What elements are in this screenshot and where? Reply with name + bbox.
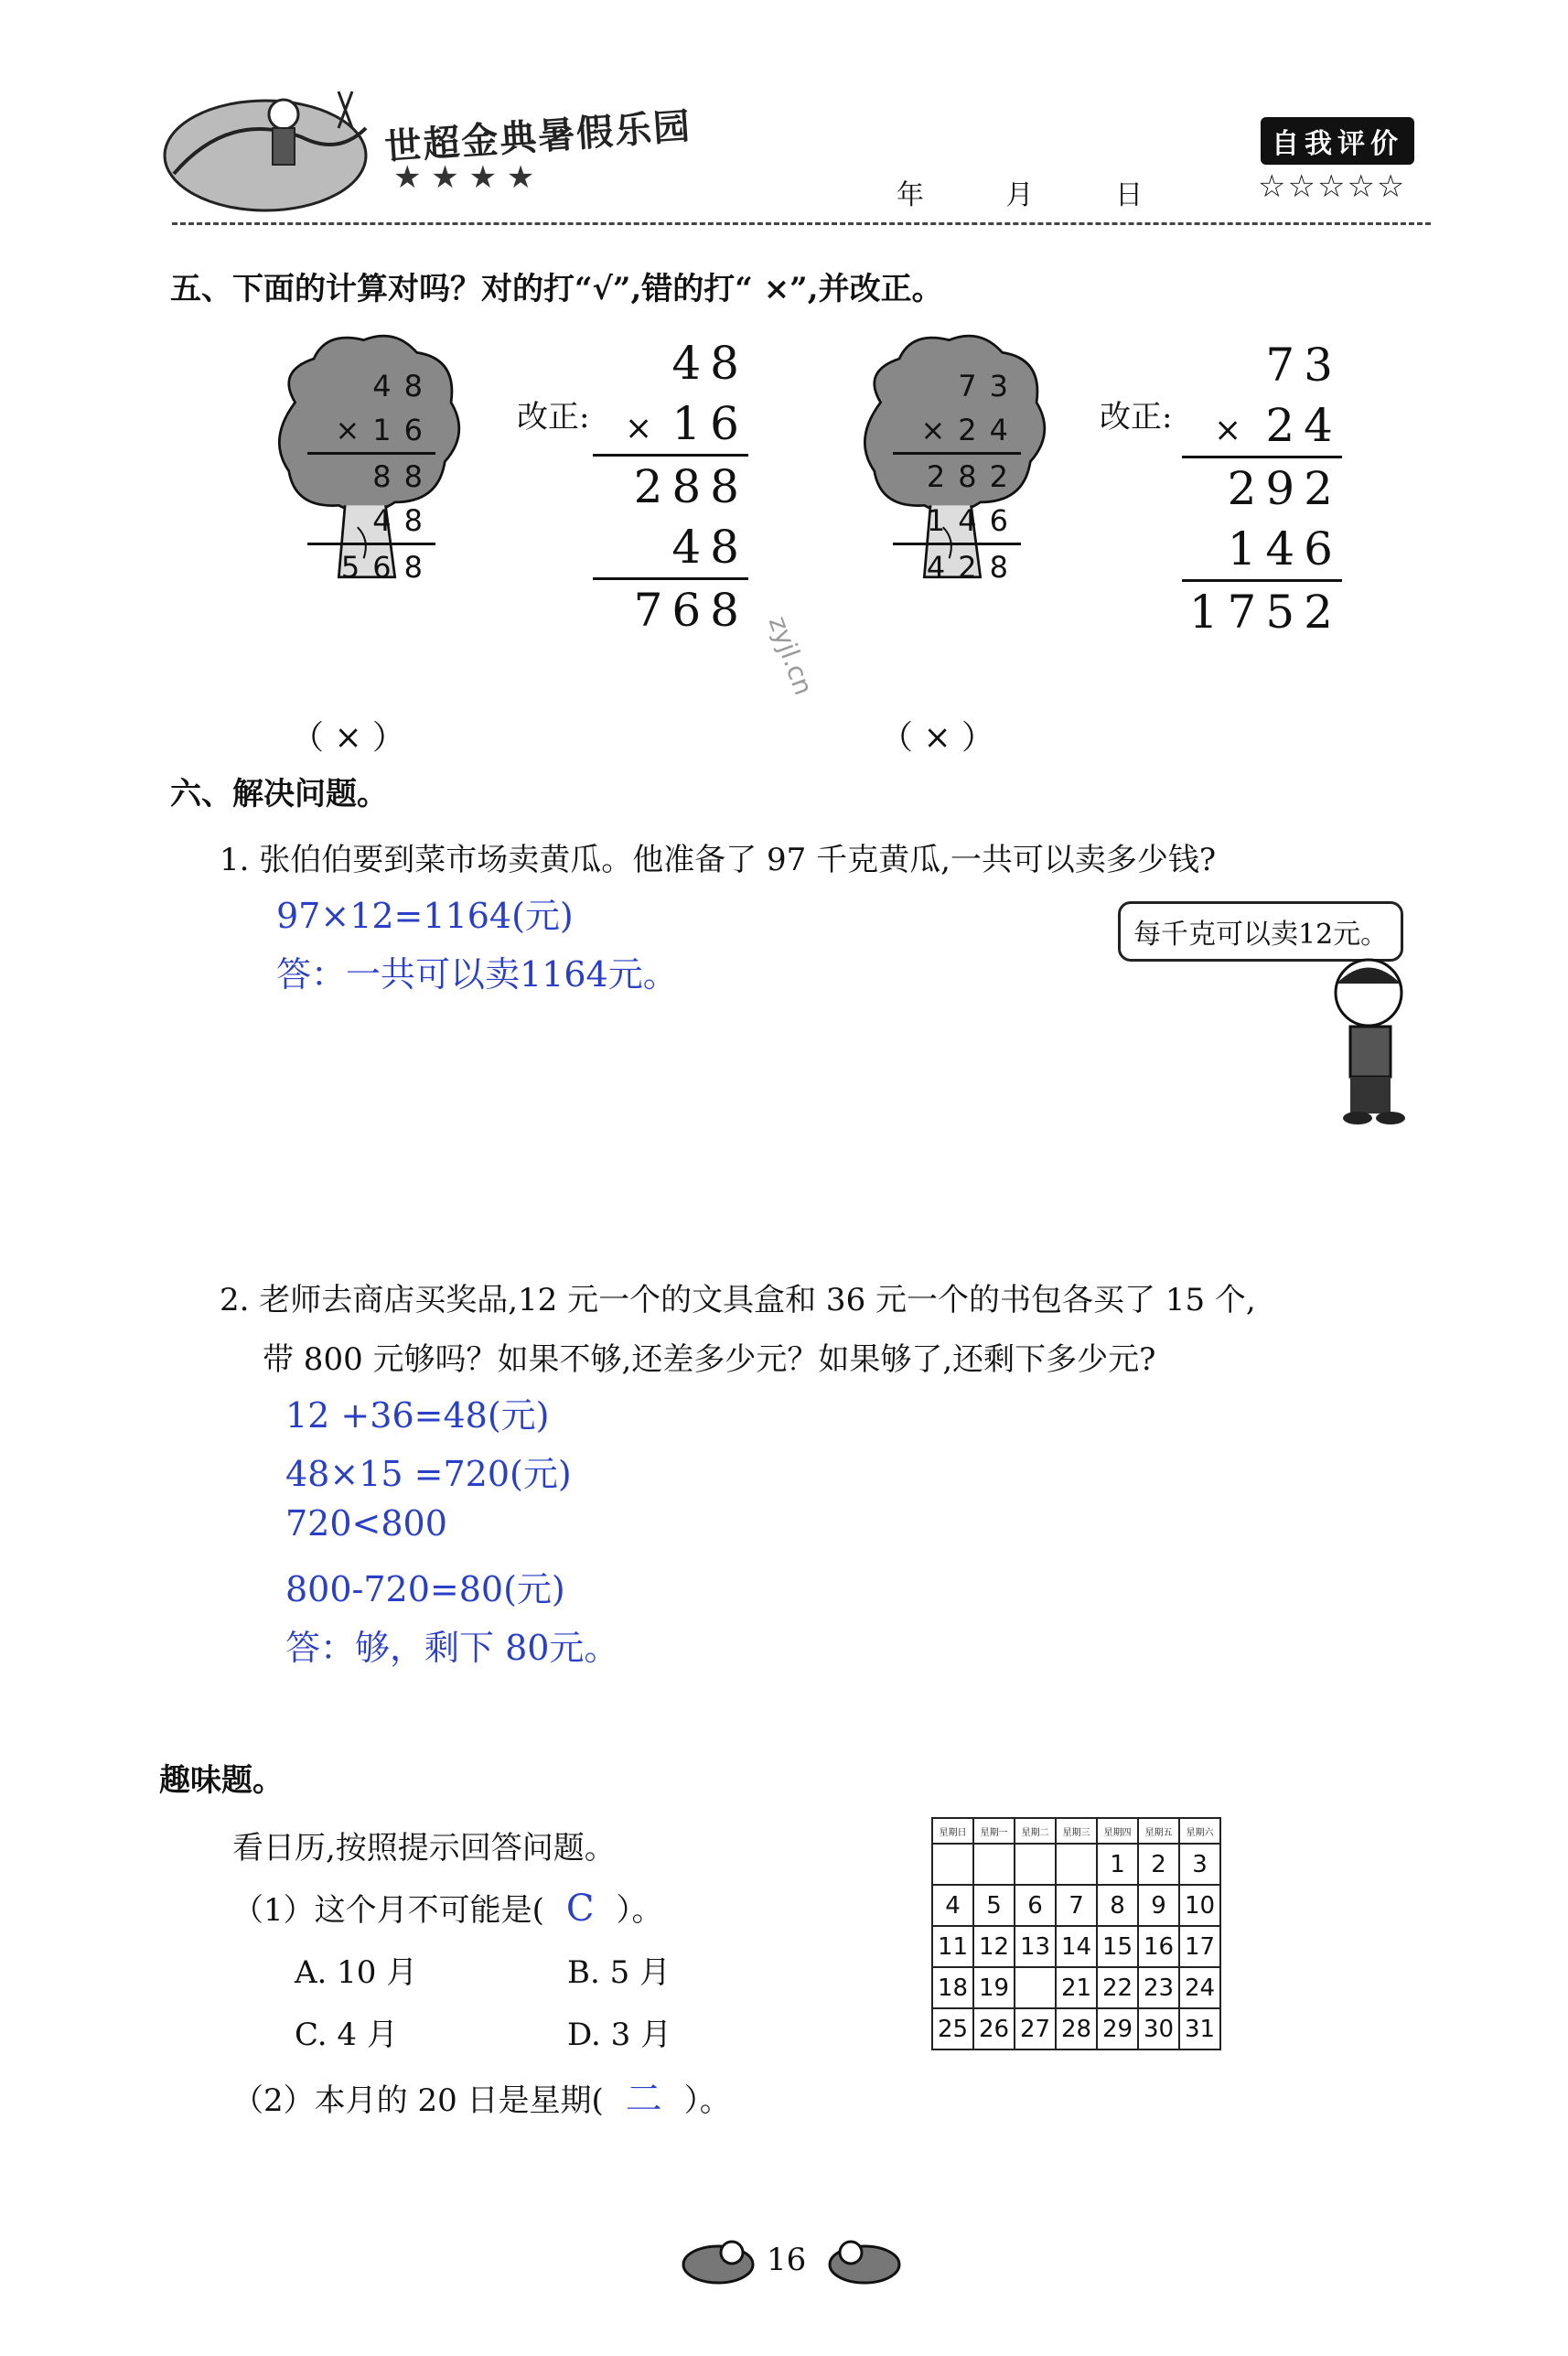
calendar-cell: 22 (1097, 1967, 1138, 2008)
q2-text-line: 带 800 元够吗？如果不够,还差多少元？如果够了,还剩下多少元? (263, 1341, 1156, 1378)
calendar-cell: 13 (1015, 1926, 1056, 1967)
calc-line: 48 (671, 521, 748, 574)
tree-line: 48 (372, 369, 435, 403)
calendar-cell: 19 (973, 1967, 1015, 2008)
calendar-header: 星期日 (932, 1818, 973, 1844)
fun-q2 (232, 2070, 731, 2122)
calc-line: 292 (1182, 456, 1342, 519)
q2-answer-line: 12 +36=48(元) (285, 1395, 550, 1436)
calendar-header: 星期二 (1015, 1818, 1056, 1844)
tree-line: ×24 (920, 413, 1021, 447)
svg-text:★ ★ ★ ★: ★ ★ ★ ★ (393, 160, 535, 196)
calendar-header: 星期五 (1138, 1818, 1179, 1844)
calendar-cell: 8 (1097, 1885, 1138, 1926)
calc-line: 1752 (1182, 579, 1342, 642)
date-labels (897, 172, 1216, 212)
tree-calc-2 (893, 364, 1021, 589)
judge-answer-1: （ × ） (291, 719, 406, 757)
calendar-row (932, 1885, 1220, 1926)
correct-label-1: 改正: (517, 399, 590, 436)
calendar-cell: 31 (1179, 2008, 1220, 2049)
year-label: 年 (897, 179, 924, 211)
calendar-cell: 23 (1138, 1967, 1179, 2008)
calendar-header: 星期三 (1056, 1818, 1097, 1844)
fun-q1-suffix: ）。 (616, 1892, 663, 1929)
tree-problem-2 (811, 328, 1094, 730)
calendar-cell: 17 (1179, 1926, 1220, 1967)
header-divider (172, 222, 1431, 225)
brand-title: 世超金典暑假乐园 (383, 105, 693, 169)
tree-line: ×16 (335, 413, 435, 447)
fun-q2-prefix: （2）本月的 20 日是星期( (232, 2082, 604, 2119)
times-sign: × (1214, 412, 1251, 449)
calc-line: 73 (1265, 339, 1342, 392)
calc-line: 768 (593, 577, 748, 640)
calc-line: 48 (671, 337, 748, 390)
calendar-cell (1056, 1844, 1097, 1885)
q2-answer-line: 48×15 =720(元) (285, 1454, 572, 1494)
calendar-row (932, 1844, 1220, 1885)
calendar-cell: 1 (1097, 1844, 1138, 1885)
calendar (931, 1817, 1221, 2050)
calendar-cell: 25 (932, 2008, 973, 2049)
calendar-cell: 18 (932, 1967, 973, 2008)
fun-intro: 看日历,按照提示回答问题。 (232, 1830, 616, 1867)
calendar-cell: 29 (1097, 2008, 1138, 2049)
fun-q2-suffix: ）。 (683, 2082, 731, 2119)
calendar-cell: 4 (932, 1885, 973, 1926)
calendar-cell: 27 (1015, 2008, 1056, 2049)
calendar-header: 星期四 (1097, 1818, 1138, 1844)
calendar-header: 星期六 (1179, 1818, 1220, 1844)
tree-line: 568 (307, 543, 435, 589)
decorative-stars (393, 160, 585, 197)
q1-answer-line: 答：一共可以卖1164元。 (276, 954, 678, 995)
calendar-cell: 9 (1138, 1885, 1179, 1926)
fun-title: 趣味题。 (159, 1762, 284, 1799)
calendar-row (932, 1967, 1220, 2008)
option-c: C. 4 月 (295, 2017, 398, 2053)
calendar-cell (1015, 1844, 1056, 1885)
calendar-cell: 14 (1056, 1926, 1097, 1967)
times-sign: × (625, 410, 662, 447)
option-a: A. 10 月 (295, 1954, 418, 1991)
q1-text: 1. 张伯伯要到菜市场卖黄瓜。他准备了 97 千克黄瓜,一共可以卖多少钱? (220, 842, 1217, 878)
month-label: 月 (1005, 179, 1034, 211)
calendar-cell: 2 (1138, 1844, 1179, 1885)
fun-q1-prefix: （1）这个月不可能是( (232, 1892, 544, 1929)
correct-label-2: 改正: (1100, 399, 1173, 436)
calendar-header-row (932, 1818, 1220, 1844)
calc-multiplier-row (593, 393, 748, 454)
q2-answer-line: 800-720=80(元) (285, 1569, 565, 1609)
option-b: B. 5 月 (567, 1954, 671, 1991)
fun-q1-answer: C (565, 1888, 595, 1930)
fun-q2-answer: 二 (625, 2078, 662, 2120)
fun-q1 (232, 1885, 663, 1930)
calendar-cell: 10 (1179, 1885, 1220, 1926)
q2-answer-line: 720<800 (285, 1503, 447, 1544)
calendar-cell: 24 (1179, 1967, 1220, 2008)
correction-calc-2 (1182, 335, 1342, 642)
calendar-row (932, 1926, 1220, 1967)
tree-line: 73 (958, 369, 1021, 403)
tree-line: 282 (893, 452, 1021, 499)
judge-answer-2: （ × ） (880, 719, 995, 757)
calc-line: 16 (671, 397, 748, 450)
rating-stars: ☆☆☆☆☆ (1258, 168, 1407, 205)
calc-line: 288 (593, 454, 748, 517)
tree-line: 88 (307, 452, 435, 499)
q1-answer-line: 97×12=1164(元) (276, 896, 574, 936)
calendar-cell: 15 (1097, 1926, 1138, 1967)
correction-calc-1 (593, 333, 748, 640)
calendar-header: 星期一 (973, 1818, 1015, 1844)
section6-title: 六、解决问题。 (170, 776, 388, 812)
calendar-cell: 3 (1179, 1844, 1220, 1885)
calc-line: 146 (1227, 522, 1342, 576)
tree-line: 48 (372, 503, 435, 538)
tree-line: 146 (926, 503, 1021, 538)
calendar-cell (1015, 1967, 1056, 2008)
day-label: 日 (1115, 179, 1144, 211)
boy-illustration (1314, 952, 1433, 1135)
calendar-cell: 16 (1138, 1926, 1179, 1967)
calendar-cell: 5 (973, 1885, 1015, 1926)
section5-title: 五、下面的计算对吗？对的打“√”,错的打“ ×”,并改正。 (170, 271, 943, 307)
calendar-cell: 11 (932, 1926, 973, 1967)
calendar-row (932, 2008, 1220, 2049)
calendar-cell: 30 (1138, 2008, 1179, 2049)
calc-line: 24 (1265, 399, 1342, 452)
q2-answer-line: 答：够，剩下 80元。 (285, 1628, 619, 1668)
watermark: zyjl.cn (762, 612, 820, 699)
calendar-cell (932, 1844, 973, 1885)
bird-icon (677, 2232, 759, 2287)
bird-icon (823, 2232, 906, 2287)
calc-multiplier-row (1182, 395, 1342, 456)
calendar-cell: 26 (973, 2008, 1015, 2049)
page-number: 16 (767, 2242, 807, 2278)
tree-problem-1 (225, 328, 509, 730)
calendar-cell: 28 (1056, 2008, 1097, 2049)
calendar-cell (973, 1844, 1015, 1885)
calendar-cell: 7 (1056, 1885, 1097, 1926)
calendar-cell: 6 (1015, 1885, 1056, 1926)
header-illustration (156, 73, 393, 220)
calendar-cell: 12 (973, 1926, 1015, 1967)
calendar-cell: 21 (1056, 1967, 1097, 2008)
tree-line: 428 (893, 543, 1021, 589)
option-d: D. 3 月 (567, 2017, 672, 2053)
q2-text-line: 2. 老师去商店买奖品,12 元一个的文具盒和 36 元一个的书包各买了 15 个, (220, 1282, 1256, 1318)
tree-calc-1 (307, 364, 435, 589)
self-eval-badge: 自我评价 (1261, 117, 1414, 165)
speech-bubble: 每千克可以卖12元。 (1118, 901, 1403, 962)
